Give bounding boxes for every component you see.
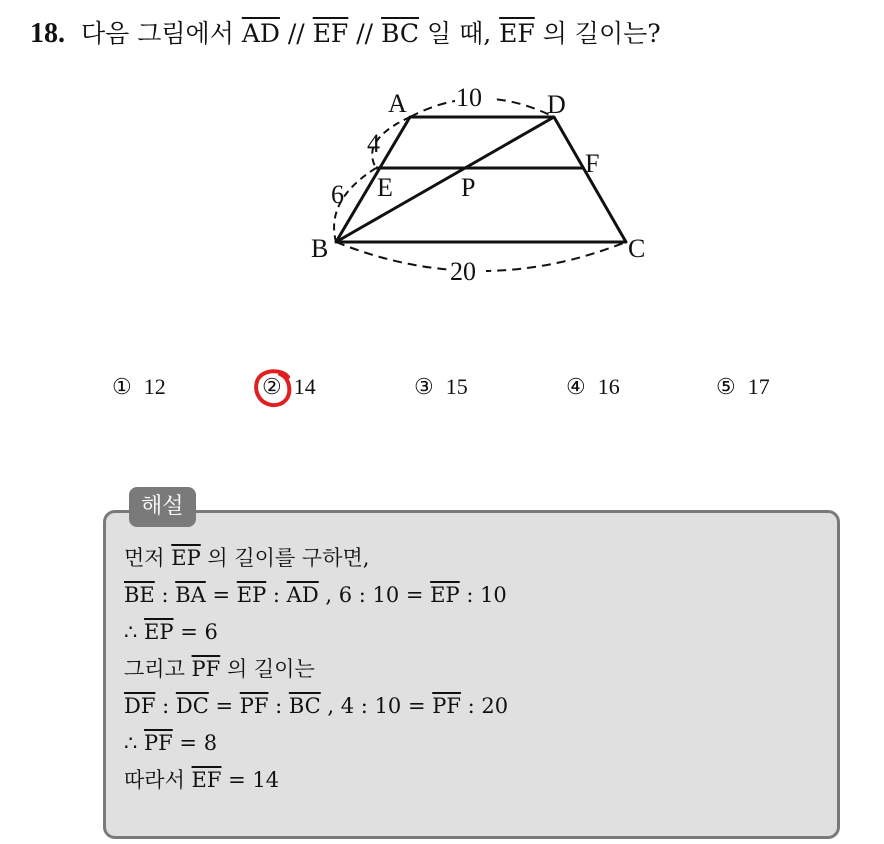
segment: $\overline{AD}$ — [286, 583, 319, 607]
text: : — [154, 583, 176, 607]
choice-mark: ③ — [414, 374, 434, 399]
choice-value: 15 — [445, 374, 468, 399]
length-ae-label: 4 — [367, 129, 380, 158]
choice-value: 14 — [293, 374, 316, 399]
text: : — [266, 583, 287, 607]
question-prefix: 다음 그림에서 — [81, 19, 234, 48]
text: , 4 : 10 = — [320, 694, 433, 718]
point-c-label: C — [628, 234, 646, 263]
text: 먼저 — [124, 546, 165, 570]
point-d-label: D — [547, 90, 566, 119]
choice-mark: ① — [112, 374, 132, 399]
choice-1[interactable] — [112, 374, 166, 400]
selected-answer-circle-icon — [252, 367, 294, 409]
text: = — [205, 583, 237, 607]
choice-value: 16 — [597, 374, 620, 399]
segment: $\overline{BC}$ — [288, 694, 321, 718]
solution-tag: 해설 — [129, 487, 196, 527]
choice-value: 17 — [747, 374, 770, 399]
solution-line — [124, 688, 508, 725]
solution-line — [124, 725, 508, 762]
choice-mark: ④ — [566, 374, 586, 399]
choice-mark: ⑤ — [716, 374, 736, 399]
segment: $\overline{PF}$ — [191, 657, 221, 681]
length-bc-label: 20 — [450, 257, 476, 286]
text: 따라서 — [124, 768, 185, 792]
choice-value: 12 — [143, 374, 166, 399]
solution-line — [124, 651, 508, 688]
text: 그리고 — [124, 657, 185, 681]
segment: $\overline{EF}$ — [191, 768, 222, 792]
text: = 14 — [221, 768, 280, 792]
answer-choices — [0, 372, 884, 408]
point-b-label: B — [311, 234, 329, 263]
choice-5[interactable] — [716, 374, 770, 400]
point-p-label: P — [461, 173, 476, 202]
solution-text — [124, 540, 508, 799]
text: : 20 — [460, 694, 509, 718]
segment: $\overline{EP}$ — [430, 583, 460, 607]
segment: $\overline{PF}$ — [239, 694, 269, 718]
text: ∴ — [124, 620, 145, 644]
question-mid: 일 때, — [426, 19, 492, 48]
segment: $\overline{PF}$ — [432, 694, 461, 718]
choice-mark: ② — [262, 374, 282, 399]
text: = — [208, 694, 240, 718]
text: : 10 — [459, 583, 507, 607]
text: : — [155, 694, 176, 718]
point-e-label: E — [377, 173, 393, 202]
question-number: 18. — [30, 18, 65, 49]
segment-ef-target: $\overline{EF}$ — [499, 19, 535, 48]
segment: $\overline{EP}$ — [171, 546, 201, 570]
solution-line — [124, 577, 508, 614]
segment: $\overline{BE}$ — [124, 583, 155, 607]
segment: $\overline{EP}$ — [144, 620, 174, 644]
point-f-label: F — [585, 149, 600, 178]
segment: $\overline{DF}$ — [124, 694, 156, 718]
segment-ad: $\overline{AD}$ — [241, 19, 280, 48]
solution-line — [124, 762, 508, 799]
text: = 8 — [172, 731, 218, 755]
point-a-label: A — [388, 89, 407, 118]
text: 의 길이를 구하면, — [207, 546, 370, 570]
segment: $\overline{EP}$ — [236, 583, 267, 607]
segment-bc: $\overline{BC}$ — [381, 19, 420, 48]
text: ∴ — [124, 731, 145, 755]
solution-line — [124, 540, 508, 577]
text: , 6 : 10 = — [318, 583, 431, 607]
text: = 6 — [173, 620, 218, 644]
choice-4[interactable] — [566, 374, 620, 400]
parallel-sign: // — [356, 19, 374, 48]
text: : — [268, 694, 289, 718]
solution-line — [124, 614, 508, 651]
text: 의 길이는 — [226, 657, 315, 681]
length-ad-label: 10 — [456, 83, 482, 112]
segment: $\overline{BA}$ — [175, 583, 206, 607]
length-eb-label: 6 — [331, 180, 344, 209]
segment: $\overline{DC}$ — [175, 694, 209, 718]
segment: $\overline{PF}$ — [144, 731, 173, 755]
choice-3[interactable] — [414, 374, 468, 400]
question-suffix: 의 길이는? — [542, 19, 661, 48]
parallel-sign: // — [287, 19, 305, 48]
segment-ef: $\overline{EF}$ — [312, 19, 349, 48]
